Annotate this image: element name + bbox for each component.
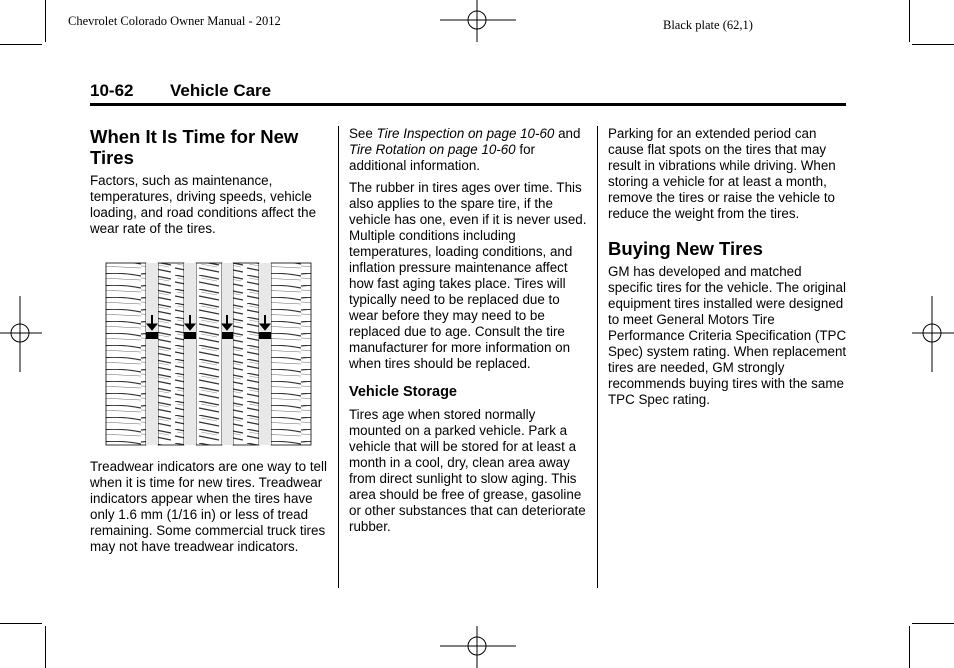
crop-mark bbox=[912, 44, 954, 45]
paragraph-tire-aging: The rubber in tires ages over time. This also applies to the spare tire, if the vehicle has one, even if it is never used. Multiple conditions including temperatures, loading conditions, and inflation pressure maintenance affect how fast aging takes place. Tires will typically need to be replaced due to wear before they may need to be replaced due to age. Consult the tire manufacturer for more information on when tires should be replaced. bbox=[349, 180, 587, 371]
paragraph-buying-tires: GM has developed and matched specific tires for the vehicle. The original equipment tires installed were designed to meet General Motors Tire Performance Criteria Specification (TPC Spec) system rating. When replacement tires are needed, GM strongly recommends buying tires with the same TPC Spec rating. bbox=[608, 264, 847, 407]
registration-mark-top bbox=[440, 0, 516, 42]
see-tail: for additional information. bbox=[349, 142, 536, 173]
plate-label: Black plate (62,1) bbox=[663, 18, 753, 32]
heading-vehicle-storage: Vehicle Storage bbox=[349, 384, 457, 400]
registration-mark-left bbox=[0, 296, 42, 372]
registration-mark-bottom bbox=[440, 626, 516, 668]
page-number: 10-62 bbox=[90, 81, 134, 100]
page-header bbox=[90, 81, 846, 106]
section-title: Vehicle Care bbox=[170, 81, 272, 100]
crop-mark bbox=[912, 623, 954, 624]
crop-mark bbox=[0, 623, 42, 624]
paragraph-wear-factors: Factors, such as maintenance, temperatures, driving speeds, vehicle loading, and road conditions affect the wear rate of the tires. bbox=[90, 173, 317, 236]
see-word: See bbox=[349, 126, 373, 141]
heading-buying-new-tires: Buying New Tires bbox=[608, 238, 763, 259]
crop-mark bbox=[909, 626, 910, 668]
crop-mark bbox=[909, 0, 910, 42]
link-tire-inspection[interactable]: Tire Inspection on page 10‑60 bbox=[376, 126, 555, 141]
and-word: and bbox=[558, 126, 581, 141]
registration-mark-right bbox=[912, 296, 954, 372]
paragraph-treadwear-indicators: Treadwear indicators are one way to tell when it is time for new tires. Treadwear indicators appear when the tires have only 1.6 mm (1/16 in) or less of tread remaining. Some commercial truck tires may not have treadwear indicators. bbox=[90, 459, 327, 554]
column-3 bbox=[608, 126, 848, 414]
column-divider bbox=[597, 126, 598, 588]
crop-mark bbox=[45, 0, 46, 42]
column-divider bbox=[338, 126, 339, 588]
heading-new-tires: When It Is Time for New Tires bbox=[90, 126, 299, 168]
crop-mark bbox=[45, 626, 46, 668]
treadwear-indicator-illustration bbox=[101, 261, 313, 447]
paragraph-flat-spots: Parking for an extended period can cause flat spots on the tires that may result in vibrations while driving. When storing a vehicle for at least a month, remove the tires or raise the vehicle to reduce the weight from the tires. bbox=[608, 126, 836, 221]
column-1 bbox=[90, 126, 332, 561]
paragraph-vehicle-storage: Tires age when stored normally mounted on a parked vehicle. Park a vehicle that will be stored for at least a month in a cool, dry, clean area away from direct sunlight to slow aging. This area should be free of grease, gasoline or other substances that can deteriorate rubber. bbox=[349, 407, 586, 534]
document-title: Chevrolet Colorado Owner Manual - 2012 bbox=[68, 14, 281, 28]
link-tire-rotation[interactable]: Tire Rotation on page 10‑60 bbox=[349, 142, 516, 157]
column-2 bbox=[349, 126, 589, 541]
paragraph-see-references bbox=[349, 126, 589, 174]
crop-mark bbox=[0, 44, 42, 45]
